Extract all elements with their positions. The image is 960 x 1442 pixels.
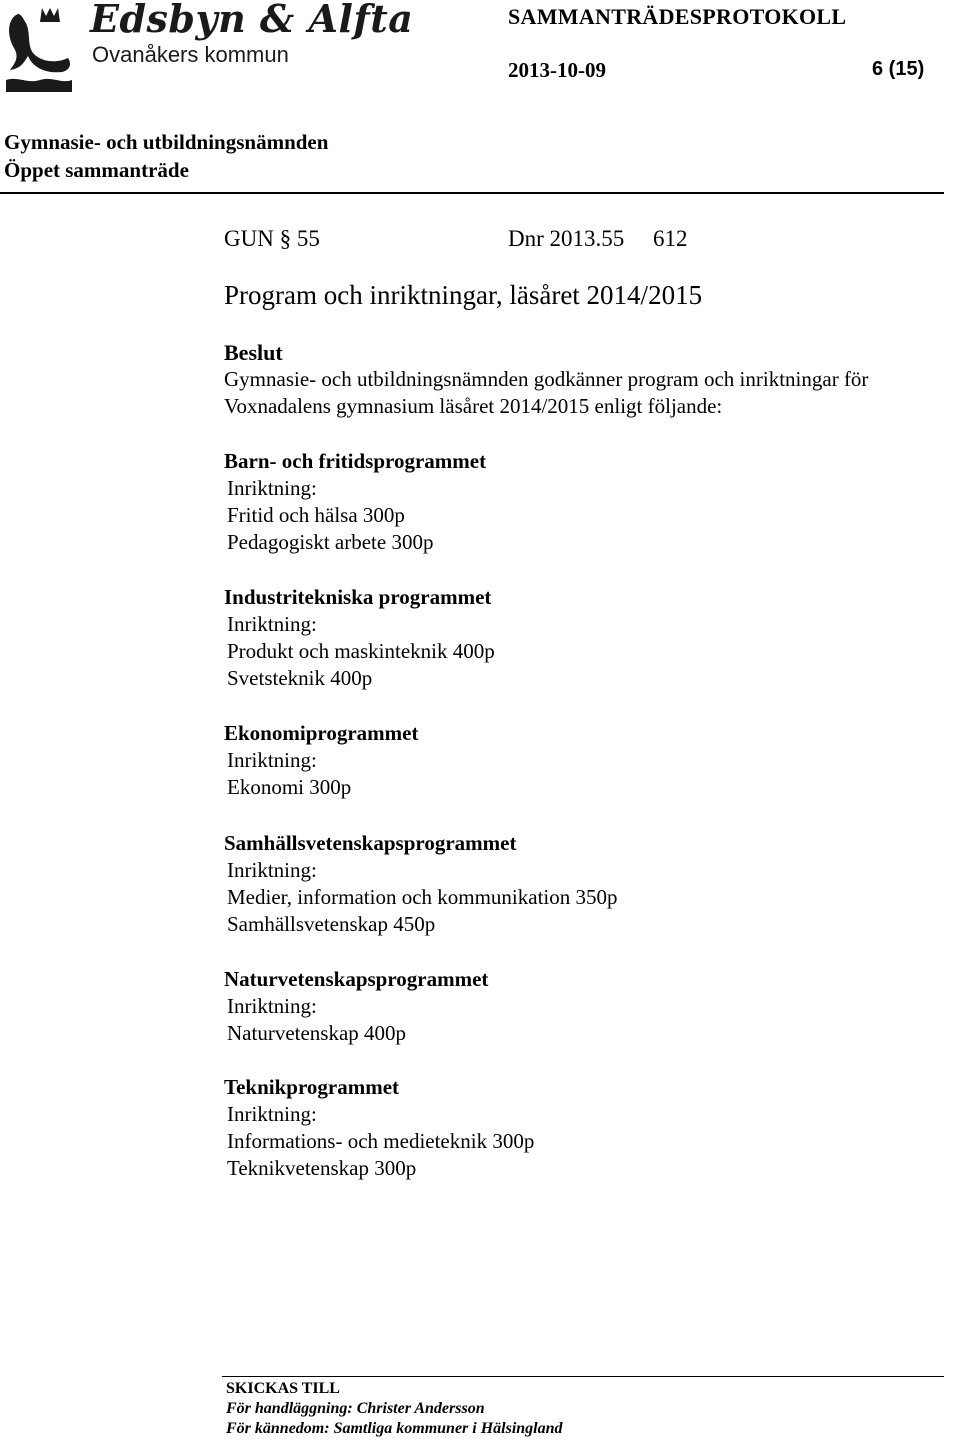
orientation-label: Inriktning:	[227, 612, 317, 636]
program-block	[224, 966, 924, 1047]
decision-text-line: Gymnasie- och utbildningsnämnden godkänner program och inriktningar för	[224, 367, 869, 391]
page-number: 6 (15)	[872, 58, 925, 80]
orientation-item: Fritid och hälsa 300p	[227, 503, 405, 527]
orientation-item: Medier, information och kommunikation 350p	[227, 885, 618, 909]
page-title: Program och inriktningar, läsåret 2014/2015	[224, 280, 703, 310]
program-name: Teknikprogrammet	[224, 1075, 400, 1099]
program-name: Industritekniska programmet	[224, 585, 492, 609]
program-block	[224, 720, 924, 801]
orientation-item: Informations- och medieteknik 300p	[227, 1129, 535, 1153]
diary-number: Dnr 2013.55 612	[508, 226, 688, 251]
orientation-item: Naturvetenskap 400p	[227, 1021, 407, 1045]
orientation-item: Samhällsvetenskap 450p	[227, 912, 436, 936]
crown-icon	[40, 8, 60, 22]
orientation-item: Svetsteknik 400p	[227, 666, 373, 690]
orientation-label: Inriktning:	[227, 994, 317, 1018]
program-block	[224, 1074, 924, 1182]
municipality-logo	[4, 4, 74, 94]
distribution-handling: För handläggning: Christer Andersson	[226, 1400, 485, 1417]
decision-text-line: Voxnadalens gymnasium läsåret 2014/2015 enligt följande:	[224, 394, 723, 418]
committee-name: Gymnasie- och utbildningsnämnden	[4, 130, 329, 154]
program-name: Ekonomiprogrammet	[224, 721, 419, 745]
document-type: SAMMANTRÄDESPROTOKOLL	[508, 4, 847, 29]
program-name: Samhällsvetenskapsprogrammet	[224, 831, 517, 855]
orientation-label: Inriktning:	[227, 858, 317, 882]
orientation-item: Teknikvetenskap 300p	[227, 1156, 417, 1180]
decision-heading: Beslut	[224, 340, 283, 365]
brand-name: Edsbyn & Alfta	[90, 0, 414, 41]
orientation-item: Produkt och maskinteknik 400p	[227, 639, 495, 663]
footer-divider	[222, 1376, 944, 1377]
orientation-item: Ekonomi 300p	[227, 775, 352, 799]
brand-subtitle: Ovanåkers kommun	[92, 42, 289, 67]
program-name: Barn- och fritidsprogrammet	[224, 449, 487, 473]
orientation-label: Inriktning:	[227, 748, 317, 772]
meeting-date: 2013-10-09	[508, 58, 606, 82]
program-name: Naturvetenskapsprogrammet	[224, 967, 489, 991]
meeting-type: Öppet sammanträde	[4, 158, 189, 182]
orientation-label: Inriktning:	[227, 476, 317, 500]
distribution-info: För kännedom: Samtliga kommuner i Hälsingland	[226, 1420, 563, 1437]
water-icon	[6, 79, 72, 92]
header-divider	[0, 192, 944, 194]
program-block	[224, 448, 924, 556]
orientation-label: Inriktning:	[227, 1102, 317, 1126]
swan-icon	[9, 14, 70, 72]
distribution-heading: SKICKAS TILL	[226, 1380, 340, 1397]
program-block	[224, 584, 924, 692]
paragraph-reference: GUN § 55	[224, 226, 320, 251]
orientation-item: Pedagogiskt arbete 300p	[227, 530, 434, 554]
program-block	[224, 830, 924, 938]
